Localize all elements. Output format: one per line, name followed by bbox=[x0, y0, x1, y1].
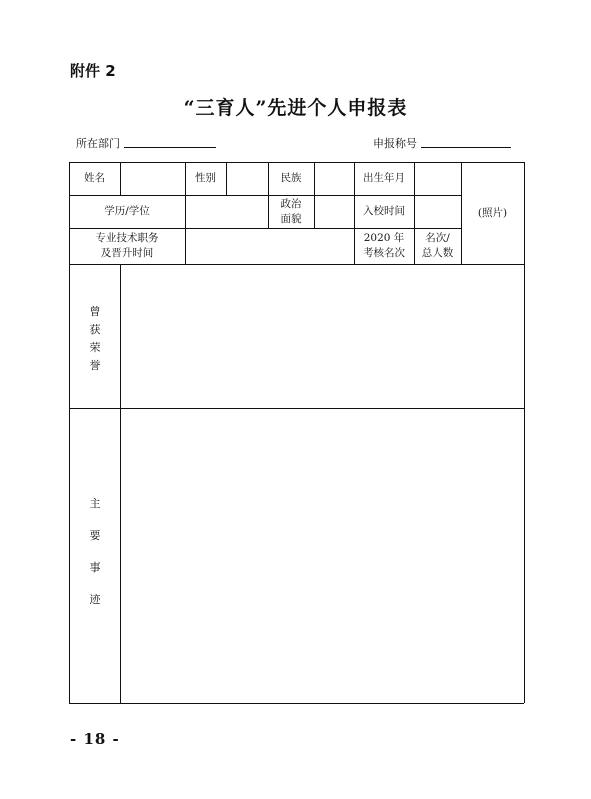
page-title: “三育人”先进个人申报表 bbox=[183, 97, 408, 119]
assessment-label bbox=[354, 228, 414, 264]
political-label bbox=[268, 195, 314, 228]
table-bottom-border bbox=[69, 703, 524, 704]
political-field[interactable] bbox=[314, 195, 354, 228]
title-rank-field[interactable] bbox=[421, 147, 511, 148]
title-post-field[interactable] bbox=[185, 228, 354, 264]
title-post-label bbox=[69, 228, 185, 264]
rank-line1: 名次/ bbox=[425, 232, 450, 244]
education-label: 学历/学位 bbox=[104, 205, 150, 217]
political-label-line2: 面貌 bbox=[280, 212, 302, 225]
deeds-field[interactable] bbox=[120, 408, 524, 703]
photo-placeholder[interactable]: (照片) bbox=[477, 206, 508, 219]
rank-line2: 总人数 bbox=[421, 247, 454, 259]
attachment-label: 附件 2 bbox=[70, 62, 116, 80]
rank-label bbox=[414, 228, 461, 264]
gender-label: 性别 bbox=[195, 172, 216, 184]
honors-char: 誉 bbox=[89, 359, 101, 372]
table-right-border bbox=[524, 162, 525, 703]
ethnicity-field[interactable] bbox=[314, 162, 354, 195]
assessment-line1: 2020 年 bbox=[363, 232, 405, 244]
birth-label: 出生年月 bbox=[363, 172, 405, 184]
title-rank-label: 申报称号 bbox=[373, 137, 417, 150]
political-label-line1: 政治 bbox=[280, 197, 302, 210]
ethnicity-label: 民族 bbox=[280, 172, 302, 184]
honors-char: 曾 bbox=[89, 305, 101, 318]
join-date-label: 入校时间 bbox=[363, 205, 405, 217]
department-field[interactable] bbox=[124, 147, 216, 148]
honors-char: 荣 bbox=[89, 341, 101, 354]
deeds-char: 事 bbox=[89, 561, 101, 574]
join-date-field[interactable] bbox=[414, 195, 461, 228]
honors-char: 获 bbox=[89, 323, 101, 336]
department-label: 所在部门 bbox=[76, 137, 120, 150]
gender-field[interactable] bbox=[226, 162, 268, 195]
birth-field[interactable] bbox=[414, 162, 461, 195]
title-post-line1: 专业技术职务 bbox=[95, 232, 159, 244]
deeds-char: 主 bbox=[89, 497, 101, 510]
name-field[interactable] bbox=[120, 162, 185, 195]
page-number: - 18 - bbox=[70, 730, 120, 748]
assessment-line2: 考核名次 bbox=[363, 247, 405, 259]
title-post-line2: 及晋升时间 bbox=[100, 247, 154, 259]
name-label: 姓名 bbox=[84, 172, 105, 184]
education-field[interactable] bbox=[185, 195, 268, 228]
deeds-char: 要 bbox=[89, 529, 101, 542]
honors-field[interactable] bbox=[120, 264, 524, 408]
deeds-char: 迹 bbox=[89, 593, 101, 606]
